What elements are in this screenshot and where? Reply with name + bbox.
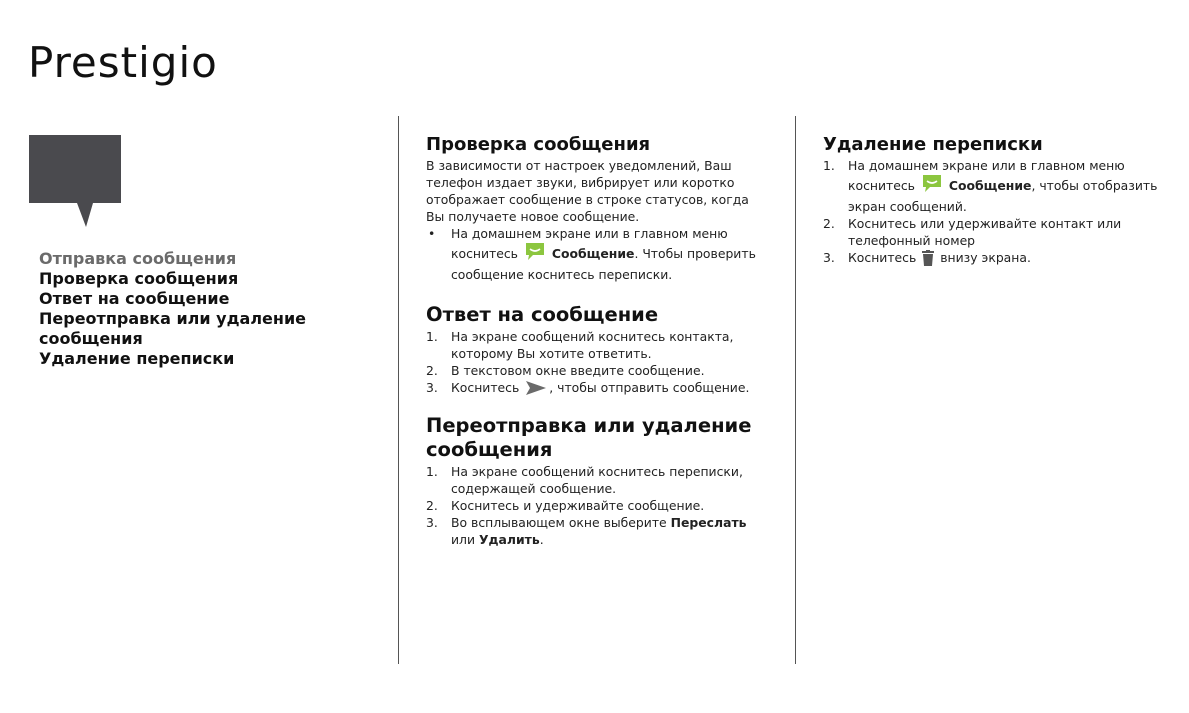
bold-text: Переслать [670,515,747,530]
section-title: Ответ на сообщение [426,303,659,326]
toc-item[interactable]: Удаление переписки [39,349,235,368]
text: внизу экрана. [940,250,1031,265]
toc-item[interactable]: Ответ на сообщение [39,289,230,308]
list-item [426,514,771,548]
title-line: сообщения [426,438,553,461]
content-column-2 [823,134,1173,266]
toc-item[interactable]: сообщения [39,329,143,348]
message-app-icon [524,242,546,262]
list-line: В текстовом окне введите сообщение. [451,363,705,378]
text: коснитесь [848,178,915,193]
list-line: телефонный номер [848,233,976,248]
list-item [823,215,1173,249]
bold-text: Сообщение [551,246,635,261]
list-line: которому Вы хотите ответить. [451,346,652,361]
bold-text: Сообщение [948,178,1032,193]
paragraph-line: отображает сообщение в строке статусов, когда [426,192,749,207]
text: или [451,532,476,547]
list-number: 1. [426,329,438,344]
list-line: содержащей сообщение. [451,481,617,496]
list-item [823,249,1173,266]
section-title: Удаление переписки [823,134,1043,155]
section-title [426,414,771,462]
bold-text: Удалить [478,532,540,547]
toc-item[interactable]: Проверка сообщения [39,269,239,288]
list-item [823,157,1173,215]
text: Коснитесь [451,380,520,395]
section-delete-thread [823,134,1173,266]
paragraph-line: Вы получаете новое сообщение. [426,209,640,224]
list-line: На экране сообщений коснитесь переписки, [451,464,743,479]
brand-logo: Prestigio [28,38,218,87]
list-number: 1. [823,158,835,173]
section-check-message [426,134,771,283]
bullet-line: На домашнем экране или в главном меню [451,226,728,241]
list-number: 2. [426,498,438,513]
bullet-item [426,225,771,283]
list-item [426,362,771,379]
list-line: экран сообщений. [848,199,967,214]
speech-bubble-icon [29,135,121,229]
message-app-icon [921,174,943,194]
section-title: Проверка сообщения [426,134,651,155]
bullet-line [451,242,771,266]
text: Во всплывающем окне выберите [451,515,667,530]
list-item [426,463,771,497]
paragraph-line: В зависимости от настроек уведомлений, Ваш [426,158,732,173]
section-reply-message [426,303,771,396]
text: Коснитесь [848,250,917,265]
list-line: Коснитесь или удерживайте контакт или [848,216,1122,231]
text: , чтобы отобразить [1031,178,1158,193]
section-resend-or-delete [426,414,771,548]
toc-item-current[interactable]: Отправка сообщения [39,249,237,268]
list-line: На экране сообщений коснитесь контакта, [451,329,734,344]
content-column-1 [426,134,771,548]
list-number: 2. [823,216,835,231]
send-icon [525,380,547,396]
list-number: 3. [426,515,438,530]
list-item [426,379,771,396]
table-of-contents [39,249,306,369]
list-number: 2. [426,363,438,378]
list-number: 3. [823,250,835,265]
list-line: Коснитесь и удерживайте сообщение. [451,498,705,513]
list-item [426,328,771,362]
text: , чтобы отправить сообщение. [549,380,750,395]
list-number: 3. [426,380,438,395]
list-line: На домашнем экране или в главном меню [848,158,1125,173]
list-item [426,497,771,514]
text: коснитесь [451,246,518,261]
text: . [539,532,544,547]
bullet-dot: • [428,226,436,241]
paragraph-line: телефон издает звуки, вибрирует или коротко [426,175,735,190]
list-number: 1. [426,464,438,479]
trash-icon [922,250,934,266]
title-line: Переотправка или удаление [426,414,752,437]
column-divider [795,116,796,664]
list-line [848,174,1173,198]
bullet-line: сообщение коснитесь переписки. [451,267,673,282]
toc-item[interactable]: Переотправка или удаление [39,309,307,328]
column-divider [398,116,399,664]
text: . Чтобы проверить [634,246,756,261]
